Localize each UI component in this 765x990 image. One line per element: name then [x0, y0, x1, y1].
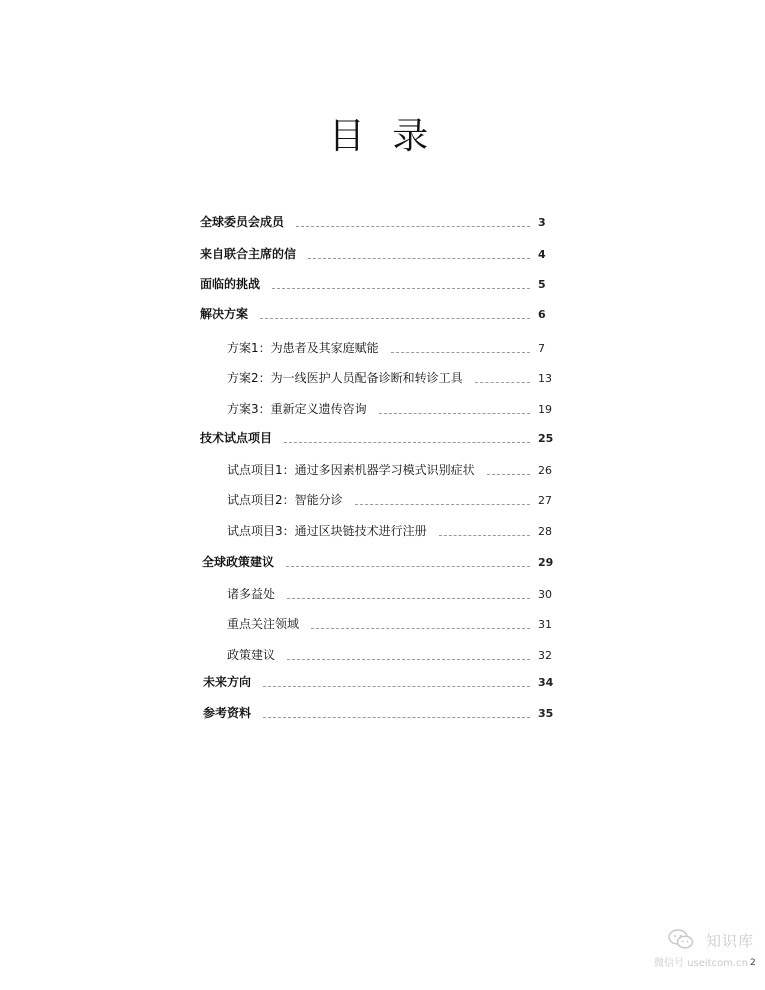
toc-entry-page: 34: [538, 676, 554, 689]
toc-entry-label: 方案2：为一线医护人员配备诊断和转诊工具: [227, 371, 463, 385]
toc-entry-page: 32: [538, 649, 552, 662]
toc-entry-page: 7: [538, 342, 545, 355]
toc-entry[interactable]: [227, 336, 566, 356]
toc-leader: [287, 658, 530, 660]
toc-entry-page: 31: [538, 618, 552, 631]
watermark-name: 知识库: [706, 932, 755, 950]
toc-entry[interactable]: [227, 582, 566, 602]
toc-leader: [296, 225, 530, 227]
toc-entry-page: 30: [538, 588, 552, 601]
toc-leader: [286, 565, 530, 567]
toc-leader: [263, 685, 530, 687]
toc-entry[interactable]: [200, 272, 566, 292]
toc-entry-page: 4: [538, 248, 546, 261]
wechat-icon: [668, 928, 694, 950]
watermark-account: 微信号 useitcom.cn: [654, 958, 748, 969]
toc-entry-label: 方案3：重新定义遗传咨询: [227, 402, 367, 416]
toc-entry[interactable]: [200, 242, 566, 262]
toc-entry-page: 29: [538, 556, 554, 569]
toc-entry-page: 19: [538, 403, 552, 416]
toc-entry-page: 28: [538, 525, 552, 538]
toc-leader: [439, 534, 530, 536]
toc-entry-page: 26: [538, 464, 552, 477]
toc-entry-page: 27: [538, 494, 552, 507]
toc-entry[interactable]: [227, 397, 566, 417]
toc-entry[interactable]: [227, 366, 566, 386]
toc-entry-label: 政策建议: [227, 648, 276, 662]
toc-entry[interactable]: [203, 670, 566, 690]
toc-entry[interactable]: [200, 426, 566, 446]
toc-entry-page: 3: [538, 216, 546, 229]
toc-entry[interactable]: [200, 302, 566, 322]
toc-entry-label: 试点项目1：通过多因素机器学习模式识别症状: [227, 463, 475, 477]
toc-entry-page: 13: [538, 372, 552, 385]
toc-entry-label: 方案1：为患者及其家庭赋能: [227, 341, 379, 355]
toc-entry-label: 解决方案: [200, 307, 249, 321]
toc-leader: [260, 317, 530, 319]
toc-entry-page: 5: [538, 278, 546, 291]
toc-entry-page: 35: [538, 707, 554, 720]
toc-leader: [355, 503, 530, 505]
toc-leader: [287, 597, 530, 599]
toc-entry[interactable]: [203, 701, 566, 721]
toc-leader: [379, 412, 530, 414]
toc-entry[interactable]: [227, 488, 566, 508]
toc-entry-label: 技术试点项目: [200, 431, 273, 445]
toc-entry[interactable]: [227, 519, 566, 539]
toc-leader: [263, 716, 530, 718]
page-number: 2: [750, 958, 756, 968]
toc-entry-label: 面临的挑战: [200, 277, 261, 291]
toc-entry[interactable]: [227, 458, 566, 478]
toc-entry[interactable]: [227, 643, 566, 663]
toc-entry[interactable]: [227, 612, 566, 632]
toc-leader: [391, 351, 530, 353]
toc-leader: [311, 627, 530, 629]
page-title: 目 录: [328, 116, 437, 157]
toc-leader: [272, 287, 530, 289]
toc-entry-label: 未来方向: [203, 675, 252, 689]
toc-leader: [284, 441, 530, 443]
toc-entry-page: 25: [538, 432, 554, 445]
toc-entry-page: 6: [538, 308, 546, 321]
toc-entry-label: 全球委员会成员: [200, 215, 285, 229]
watermark: [654, 926, 762, 972]
toc-entry-label: 来自联合主席的信: [200, 247, 297, 261]
toc-leader: [475, 381, 530, 383]
toc-entry-label: 全球政策建议: [202, 555, 275, 569]
toc-entry-label: 试点项目2：智能分诊: [227, 493, 343, 507]
toc-entry-label: 诸多益处: [227, 587, 276, 601]
toc-entry[interactable]: [202, 550, 566, 570]
toc-entry-label: 参考资料: [203, 706, 252, 720]
toc-entry[interactable]: [200, 210, 566, 230]
toc-entry-label: 试点项目3：通过区块链技术进行注册: [227, 524, 427, 538]
toc-entry-label: 重点关注领域: [227, 617, 300, 631]
toc-leader: [487, 473, 530, 475]
toc-leader: [308, 257, 530, 259]
